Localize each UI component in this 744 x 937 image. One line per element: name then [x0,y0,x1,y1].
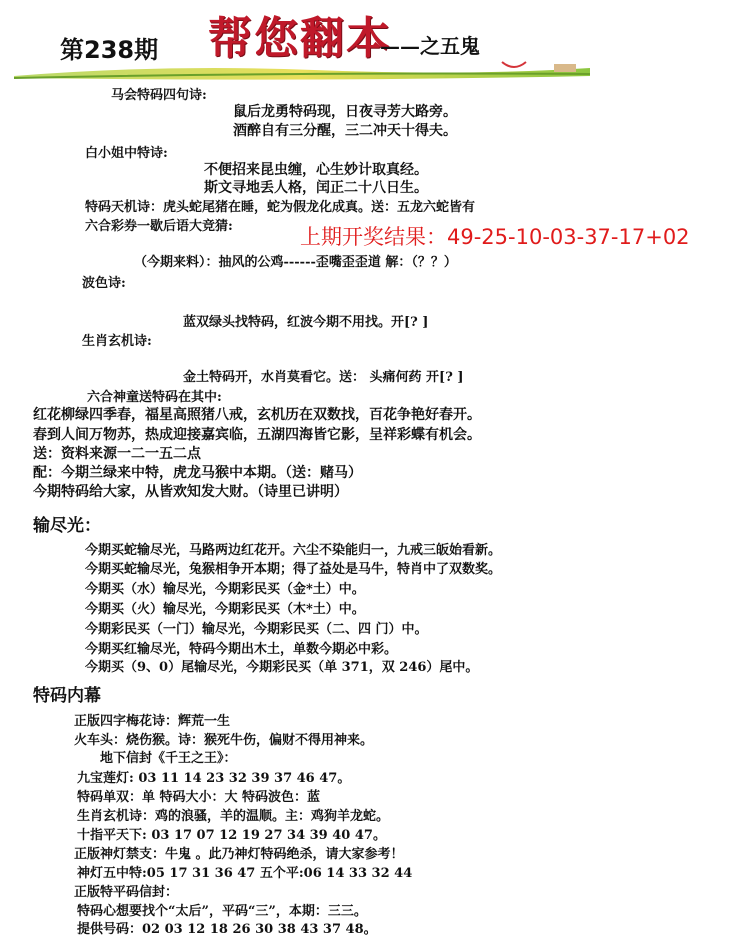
issue-number: 第238期 [60,36,159,64]
temaneimu-line: 正版神灯禁支：牛鬼 。此乃神灯特码绝杀，请大家参考！ [74,847,404,862]
temaneimu-line: 特码单双：单 特码大小：大 特码波色：蓝 [77,790,321,805]
temaneimu-line: 特码心想要找个“太后”，平码“三”，本期：三三。 [77,904,367,919]
temaneimu-line: 正版四字梅花诗：辉荒一生 [74,714,231,729]
shujinguang-line: 今期彩民买（一门）输尽光，今期彩民买（二、四 门）中。 [85,622,428,637]
temaneimu-heading: 特码内幕 [33,686,101,706]
temaneimu-line: 提供号码：02 03 12 18 26 30 38 43 37 48。 [77,922,377,937]
shujinguang-line: 今期买蛇输尽光，兔猴相争开本期；得了益处是马牛，特肖中了双数奖。 [85,562,502,577]
shengxiao-label: 生肖玄机诗: [82,334,152,349]
sihang-poem-line-1: 鼠后龙勇特码现，日夜寻芳大路旁。 [233,104,457,120]
shentong-line-1: 红花柳绿四季春，福星高照猪八戒，玄机历在双数找，百花争艳好春开。 [33,407,481,423]
temaneimu-line: 生肖玄机诗：鸡的浪骚，羊的温顺。主：鸡狗羊龙蛇。 [77,809,390,824]
shentong-label: 六合神童送特码在其中: [87,390,222,405]
riddle-contest-label: 六合彩券一歇后语大竞猜: [85,219,233,234]
baixiaojie-label: 白小姐中特诗: [85,146,168,161]
bose-label: 波色诗: [82,276,126,291]
shujinguang-line: 今期买（水）输尽光，今期彩民买（金*土）中。 [85,582,365,597]
shentong-line-5: 今期特码给大家，从皆欢知发大财。（诗里已讲明） [33,484,348,500]
shujinguang-heading: 输尽光： [33,516,101,536]
shengxiao-line: 金土特码开，水肖莫看它。送： 头痛何药 开[? ] [183,370,464,385]
temaneimu-line: 十指平天下: 03 17 07 12 19 27 34 39 40 47。 [77,828,386,843]
header-banner-graphic [14,60,590,82]
shentong-line-4: 配：今期兰绿来中特，虎龙马猴中本期。（送：赌马） [33,465,362,481]
tianji-poem: 特码天机诗：虎头蛇尾猪在睡，蛇为假龙化成真。送：五龙六蛇皆有 [85,200,476,215]
baixiaojie-line-2: 斯文寻地丢人格，闰正二十八日生。 [204,180,428,196]
temaneimu-line: 神灯五中特:05 17 31 36 47 五个平:06 14 33 32 44 [77,866,413,881]
shujinguang-line: 今期买（火）输尽光，今期彩民买（木*土）中。 [85,602,365,617]
shentong-line-3: 送：资料来源一二一五二点 [33,446,201,462]
sihang-poem-line-2: 酒醉自有三分醒，三二冲天十得夫。 [233,123,457,139]
temaneimu-line: 地下信封《千王之王》： [100,751,237,766]
shujinguang-line: 今期买蛇输尽光，马路两边红花开。六尘不染能归一，九戒三皈始看新。 [85,543,502,558]
sihang-poem-label: 马会特码四句诗: [111,88,207,103]
shentong-line-2: 春到人间万物苏，热成迎接嘉宾临，五湖四海皆它影，呈祥彩蝶有机会。 [33,427,481,443]
riddle-line: （今期来料）：抽风的公鸡------歪嘴歪歪道 解：（？？） [134,255,457,270]
author-tag: ——之五鬼 [380,34,480,58]
baixiaojie-line-1: 不便招来昆虫缠，心生妙计取真经。 [204,162,428,178]
page-title: 帮您翻本 [208,13,392,64]
shujinguang-line: 今期买红输尽光，特码今期出木土，单数今期必中彩。 [85,642,398,657]
shujinguang-line: 今期买（9、0）尾输尽光，今期彩民买（单 371，双 246）尾中。 [85,660,479,675]
temaneimu-line: 火车头：烧伤猴。诗：猴死牛伤，偏财不得用神来。 [74,733,374,748]
temaneimu-line: 九宝莲灯: 03 11 14 23 32 39 37 46 47。 [77,771,351,786]
last-draw-result: 上期开奖结果：49-25-10-03-37-17+02 [300,225,690,249]
bose-line: 蓝双绿头找特码，红波今期不用找。开[? ] [183,315,429,330]
temaneimu-line: 正版特平码信封： [74,885,179,900]
